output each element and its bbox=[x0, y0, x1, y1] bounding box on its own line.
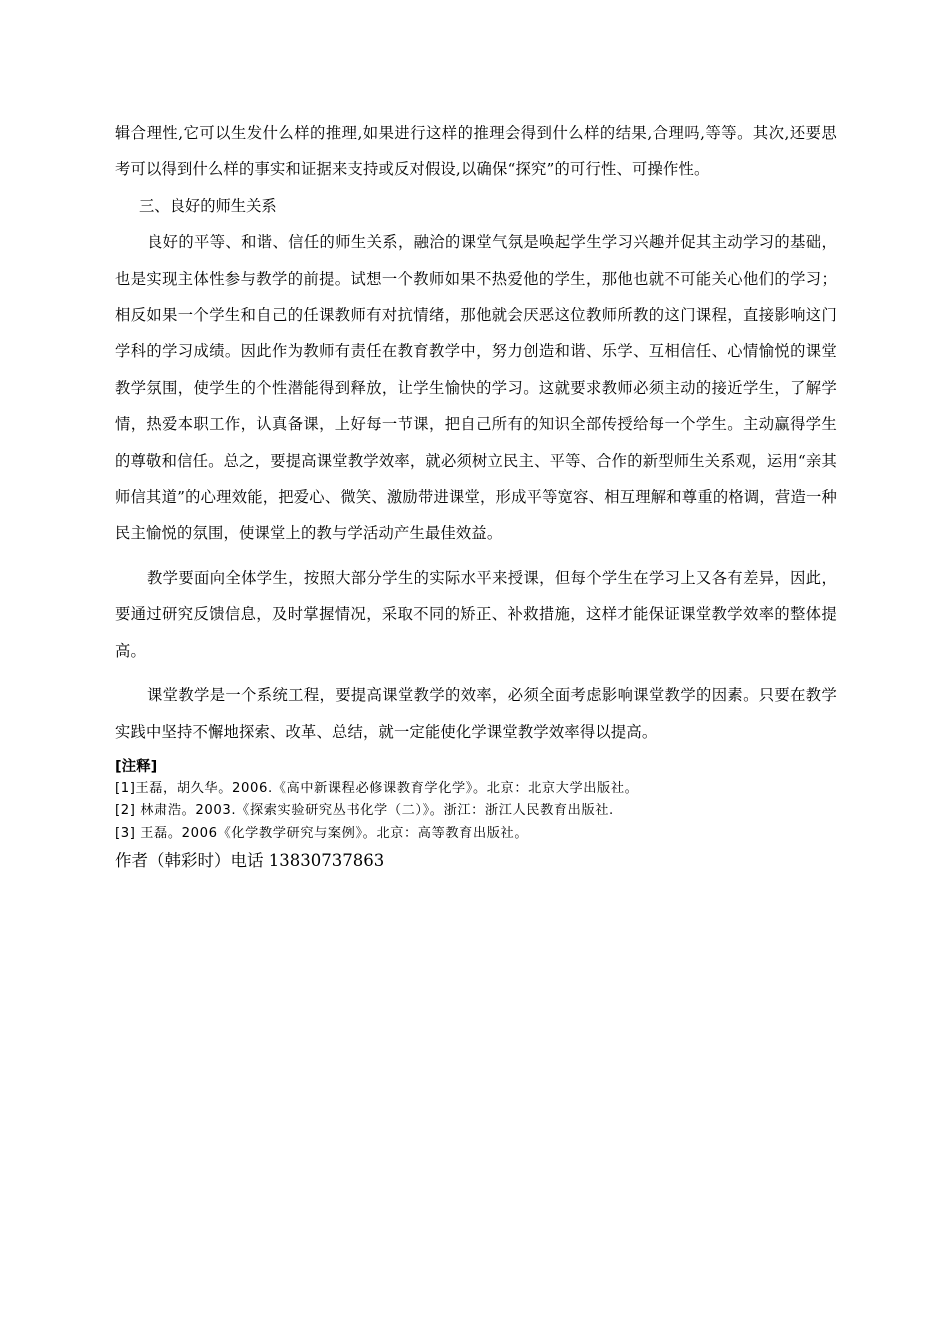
notes-title: [注释] bbox=[115, 758, 158, 775]
document-page bbox=[115, 115, 837, 875]
section-heading: 三、良好的师生关系 bbox=[139, 196, 277, 215]
note-item-1: [1]王磊，胡久华。2006.《高中新课程必修课教育学化学》。北京：北京大学出版社。 bbox=[115, 780, 639, 796]
paragraph-conclusion: 课堂教学是一个系统工程，要提高课堂教学的效率，必须全面考虑影响课堂教学的因素。只要在教学实践中坚持不懈地探索、改革、总结，就一定能使化学课堂教学效率得以提高。 bbox=[115, 686, 837, 741]
paragraph-continuation: 辑合理性,它可以生发什么样的推理,如果进行这样的推理会得到什么样的结果,合理吗,等等。其次,还要思考可以得到什么样的事实和证据来支持或反对假设,以确保“探究”的可行性、可操作性。 bbox=[115, 124, 837, 179]
paragraph-teacher-student-relationship: 良好的平等、和谐、信任的师生关系，融洽的课堂气氛是唤起学生学习兴趣并促其主动学习的基础，也是实现主体性参与教学的前提。试想一个教师如果不热爱他的学生，那他也就不可能关心他们的学习；相反如果一个学生和自己的任课教师有对抗情绪，那他就会厌恶这位教师所教的这门课程，直接影响这门学科的学习成绩。因此作为教师有责任在教育教学中，努力创造和谐、乐学、互相信任、心情愉悦的课堂教学氛围，使学生的个性潜能得到释放，让学生愉快的学习。这就要求教师必须主动的接近学生，了解学情，热爱本职工作，认真备课，上好每一节课，把自己所有的知识全部传授给每一个学生。主动赢得学生的尊敬和信任。总之，要提高课堂教学效率，就必须树立民主、平等、合作的新型师生关系观，运用“亲其师信其道”的心理效能，把爱心、微笑、激励带进课堂，形成平等宽容、相互理解和尊重的格调，营造一种民主愉悦的氛围，使课堂上的教与学活动产生最佳效益。 bbox=[115, 233, 837, 543]
paragraph-all-students: 教学要面向全体学生，按照大部分学生的实际水平来授课，但每个学生在学习上又各有差异，因此，要通过研究反馈信息，及时掌握情况，采取不同的矫正、补救措施，这样才能保证课堂教学效率的整体提高。 bbox=[115, 568, 837, 660]
note-item-3: [3] 王磊。2006《化学教学研究与案例》。北京：高等教育出版社。 bbox=[115, 825, 529, 841]
notes-section bbox=[115, 756, 837, 846]
author-contact: 作者（韩彩时）电话 13830737863 bbox=[115, 851, 385, 871]
note-item-2: [2] 林肃浩。2003.《探索实验研究丛书化学（二）》。浙江：浙江人民教育出版社. bbox=[115, 803, 614, 819]
